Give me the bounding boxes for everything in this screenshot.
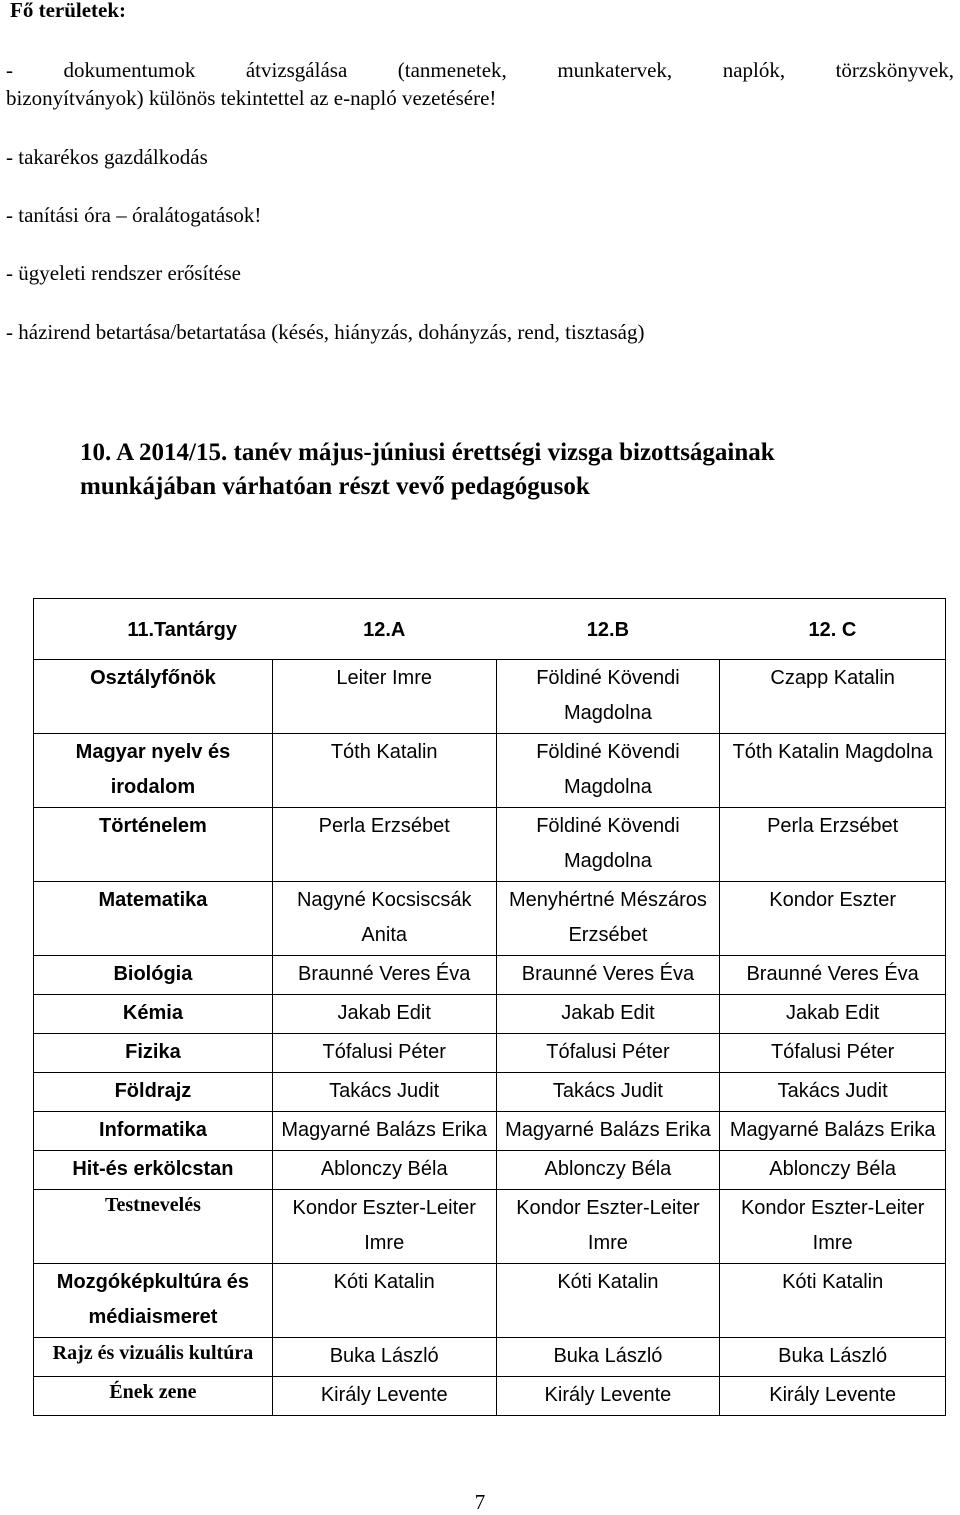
word: átvizsgálása xyxy=(245,58,348,82)
teacher-cell-12c: Braunné Veres Éva xyxy=(720,956,946,995)
subject-cell: Hit-és erkölcstan xyxy=(34,1151,273,1190)
teacher-cell-12b: Tófalusi Péter xyxy=(496,1034,720,1073)
teacher-cell-12b: Király Levente xyxy=(496,1377,720,1416)
teacher-cell-12c: Takács Judit xyxy=(720,1073,946,1112)
teacher-cell-12b: Takács Judit xyxy=(496,1073,720,1112)
teacher-cell-12a: Kondor Eszter-Leiter Imre xyxy=(272,1190,496,1264)
subject-cell: Informatika xyxy=(34,1112,273,1151)
header-12b: 12.B xyxy=(586,618,630,641)
subject-cell: Osztályfőnök xyxy=(34,660,273,734)
bullet-house-rules: - házirend betartása/betartatása (késés, hiányzás, dohányzás, rend, tisztaság) xyxy=(6,320,645,344)
section-10-title-line2: munkájában várhatóan részt vevő pedagógusok xyxy=(80,473,590,500)
table-row xyxy=(34,1112,946,1151)
teacher-cell-12c: Buka László xyxy=(720,1338,946,1377)
exam-committee-table xyxy=(33,598,946,1416)
table-row xyxy=(34,1034,946,1073)
table-row xyxy=(34,956,946,995)
page-heading: Fő területek: xyxy=(10,0,127,22)
subject-cell: Mozgóképkultúra és médiaismeret xyxy=(34,1264,273,1338)
subject-cell: Történelem xyxy=(34,808,273,882)
teacher-cell-12b: Jakab Edit xyxy=(496,995,720,1034)
table-row xyxy=(34,1264,946,1338)
subject-cell: Kémia xyxy=(34,995,273,1034)
section-10-title-line1: 10. A 2014/15. tanév május-júniusi érettségi vizsga bizottságainak xyxy=(80,439,775,466)
teacher-cell-12c: Perla Erzsébet xyxy=(720,808,946,882)
teacher-cell-12a: Perla Erzsébet xyxy=(272,808,496,882)
bullet-economy: - takarékos gazdálkodás xyxy=(6,145,208,169)
table-row xyxy=(34,660,946,734)
teacher-cell-12c: Ablonczy Béla xyxy=(720,1151,946,1190)
table-row xyxy=(34,882,946,956)
subject-cell: Fizika xyxy=(34,1034,273,1073)
table-header-row xyxy=(34,599,946,660)
subject-cell: Testnevelés xyxy=(34,1190,273,1264)
teacher-cell-12a: Tóth Katalin xyxy=(272,734,496,808)
word: munkatervek, xyxy=(557,58,673,82)
subject-cell: Földrajz xyxy=(34,1073,273,1112)
subject-cell: Ének zene xyxy=(34,1377,273,1416)
teacher-cell-12b: Buka László xyxy=(496,1338,720,1377)
teacher-cell-12c: Király Levente xyxy=(720,1377,946,1416)
bullet-documents-line1 xyxy=(6,56,954,84)
header-subject: 11.Tantárgy xyxy=(34,599,273,660)
word: (tanmenetek, xyxy=(397,58,507,82)
table-row xyxy=(34,1190,946,1264)
teacher-cell-12c: Tóth Katalin Magdolna xyxy=(720,734,946,808)
subject-cell: Biológia xyxy=(34,956,273,995)
subject-cell: Magyar nyelv és irodalom xyxy=(34,734,273,808)
bullet-lesson-visits: - tanítási óra – óralátogatások! xyxy=(6,203,262,227)
table-row xyxy=(34,1338,946,1377)
teacher-cell-12b: Földiné Kövendi Magdolna xyxy=(496,734,720,808)
teacher-cell-12b: Földiné Kövendi Magdolna xyxy=(496,660,720,734)
teacher-cell-12a: Takács Judit xyxy=(272,1073,496,1112)
teacher-cell-12b: Ablonczy Béla xyxy=(496,1151,720,1190)
header-12a: 12.A xyxy=(363,618,406,641)
table-row xyxy=(34,808,946,882)
subject-cell: Rajz és vizuális kultúra xyxy=(34,1338,273,1377)
teacher-cell-12a: Magyarné Balázs Erika xyxy=(272,1112,496,1151)
table-row xyxy=(34,1073,946,1112)
teacher-cell-12a: Ablonczy Béla xyxy=(272,1151,496,1190)
teacher-cell-12a: Braunné Veres Éva xyxy=(272,956,496,995)
table-row xyxy=(34,995,946,1034)
teacher-cell-12b: Kondor Eszter-Leiter Imre xyxy=(496,1190,720,1264)
word: naplók, xyxy=(722,58,786,82)
header-12c: 12. C xyxy=(720,599,946,660)
teacher-cell-12a: Leiter Imre xyxy=(272,660,496,734)
teacher-cell-12a: Kóti Katalin xyxy=(272,1264,496,1338)
bullet-documents xyxy=(6,56,954,112)
teacher-cell-12c: Jakab Edit xyxy=(720,995,946,1034)
word: törzskönyvek, xyxy=(835,58,954,82)
teacher-cell-12b: Kóti Katalin xyxy=(496,1264,720,1338)
table-row xyxy=(34,734,946,808)
word: - xyxy=(6,58,13,82)
teacher-cell-12c: Kondor Eszter xyxy=(720,882,946,956)
bullet-documents-line2: bizonyítványok) különös tekintettel az e-napló vezetésére! xyxy=(6,86,497,110)
page-number: 7 xyxy=(474,1490,486,1514)
bullet-duty-system: - ügyeleti rendszer erősítése xyxy=(6,261,241,285)
teacher-cell-12a: Nagyné Kocsiscsák Anita xyxy=(272,882,496,956)
teacher-cell-12b: Földiné Kövendi Magdolna xyxy=(496,808,720,882)
teacher-cell-12b: Menyhértné Mészáros Erzsébet xyxy=(496,882,720,956)
section-10-title xyxy=(80,436,775,504)
teacher-cell-12c: Czapp Katalin xyxy=(720,660,946,734)
subject-cell: Matematika xyxy=(34,882,273,956)
teacher-cell-12a: Jakab Edit xyxy=(272,995,496,1034)
teacher-cell-12c: Tófalusi Péter xyxy=(720,1034,946,1073)
teacher-cell-12c: Kondor Eszter-Leiter Imre xyxy=(720,1190,946,1264)
teacher-cell-12c: Kóti Katalin xyxy=(720,1264,946,1338)
teacher-cell-12a: Buka László xyxy=(272,1338,496,1377)
table-row xyxy=(34,1151,946,1190)
teacher-cell-12a: Király Levente xyxy=(272,1377,496,1416)
teacher-cell-12b: Braunné Veres Éva xyxy=(496,956,720,995)
teacher-cell-12a: Tófalusi Péter xyxy=(272,1034,496,1073)
teacher-cell-12b: Magyarné Balázs Erika xyxy=(496,1112,720,1151)
word: dokumentumok xyxy=(63,58,196,82)
teacher-cell-12c: Magyarné Balázs Erika xyxy=(720,1112,946,1151)
table-row xyxy=(34,1377,946,1416)
